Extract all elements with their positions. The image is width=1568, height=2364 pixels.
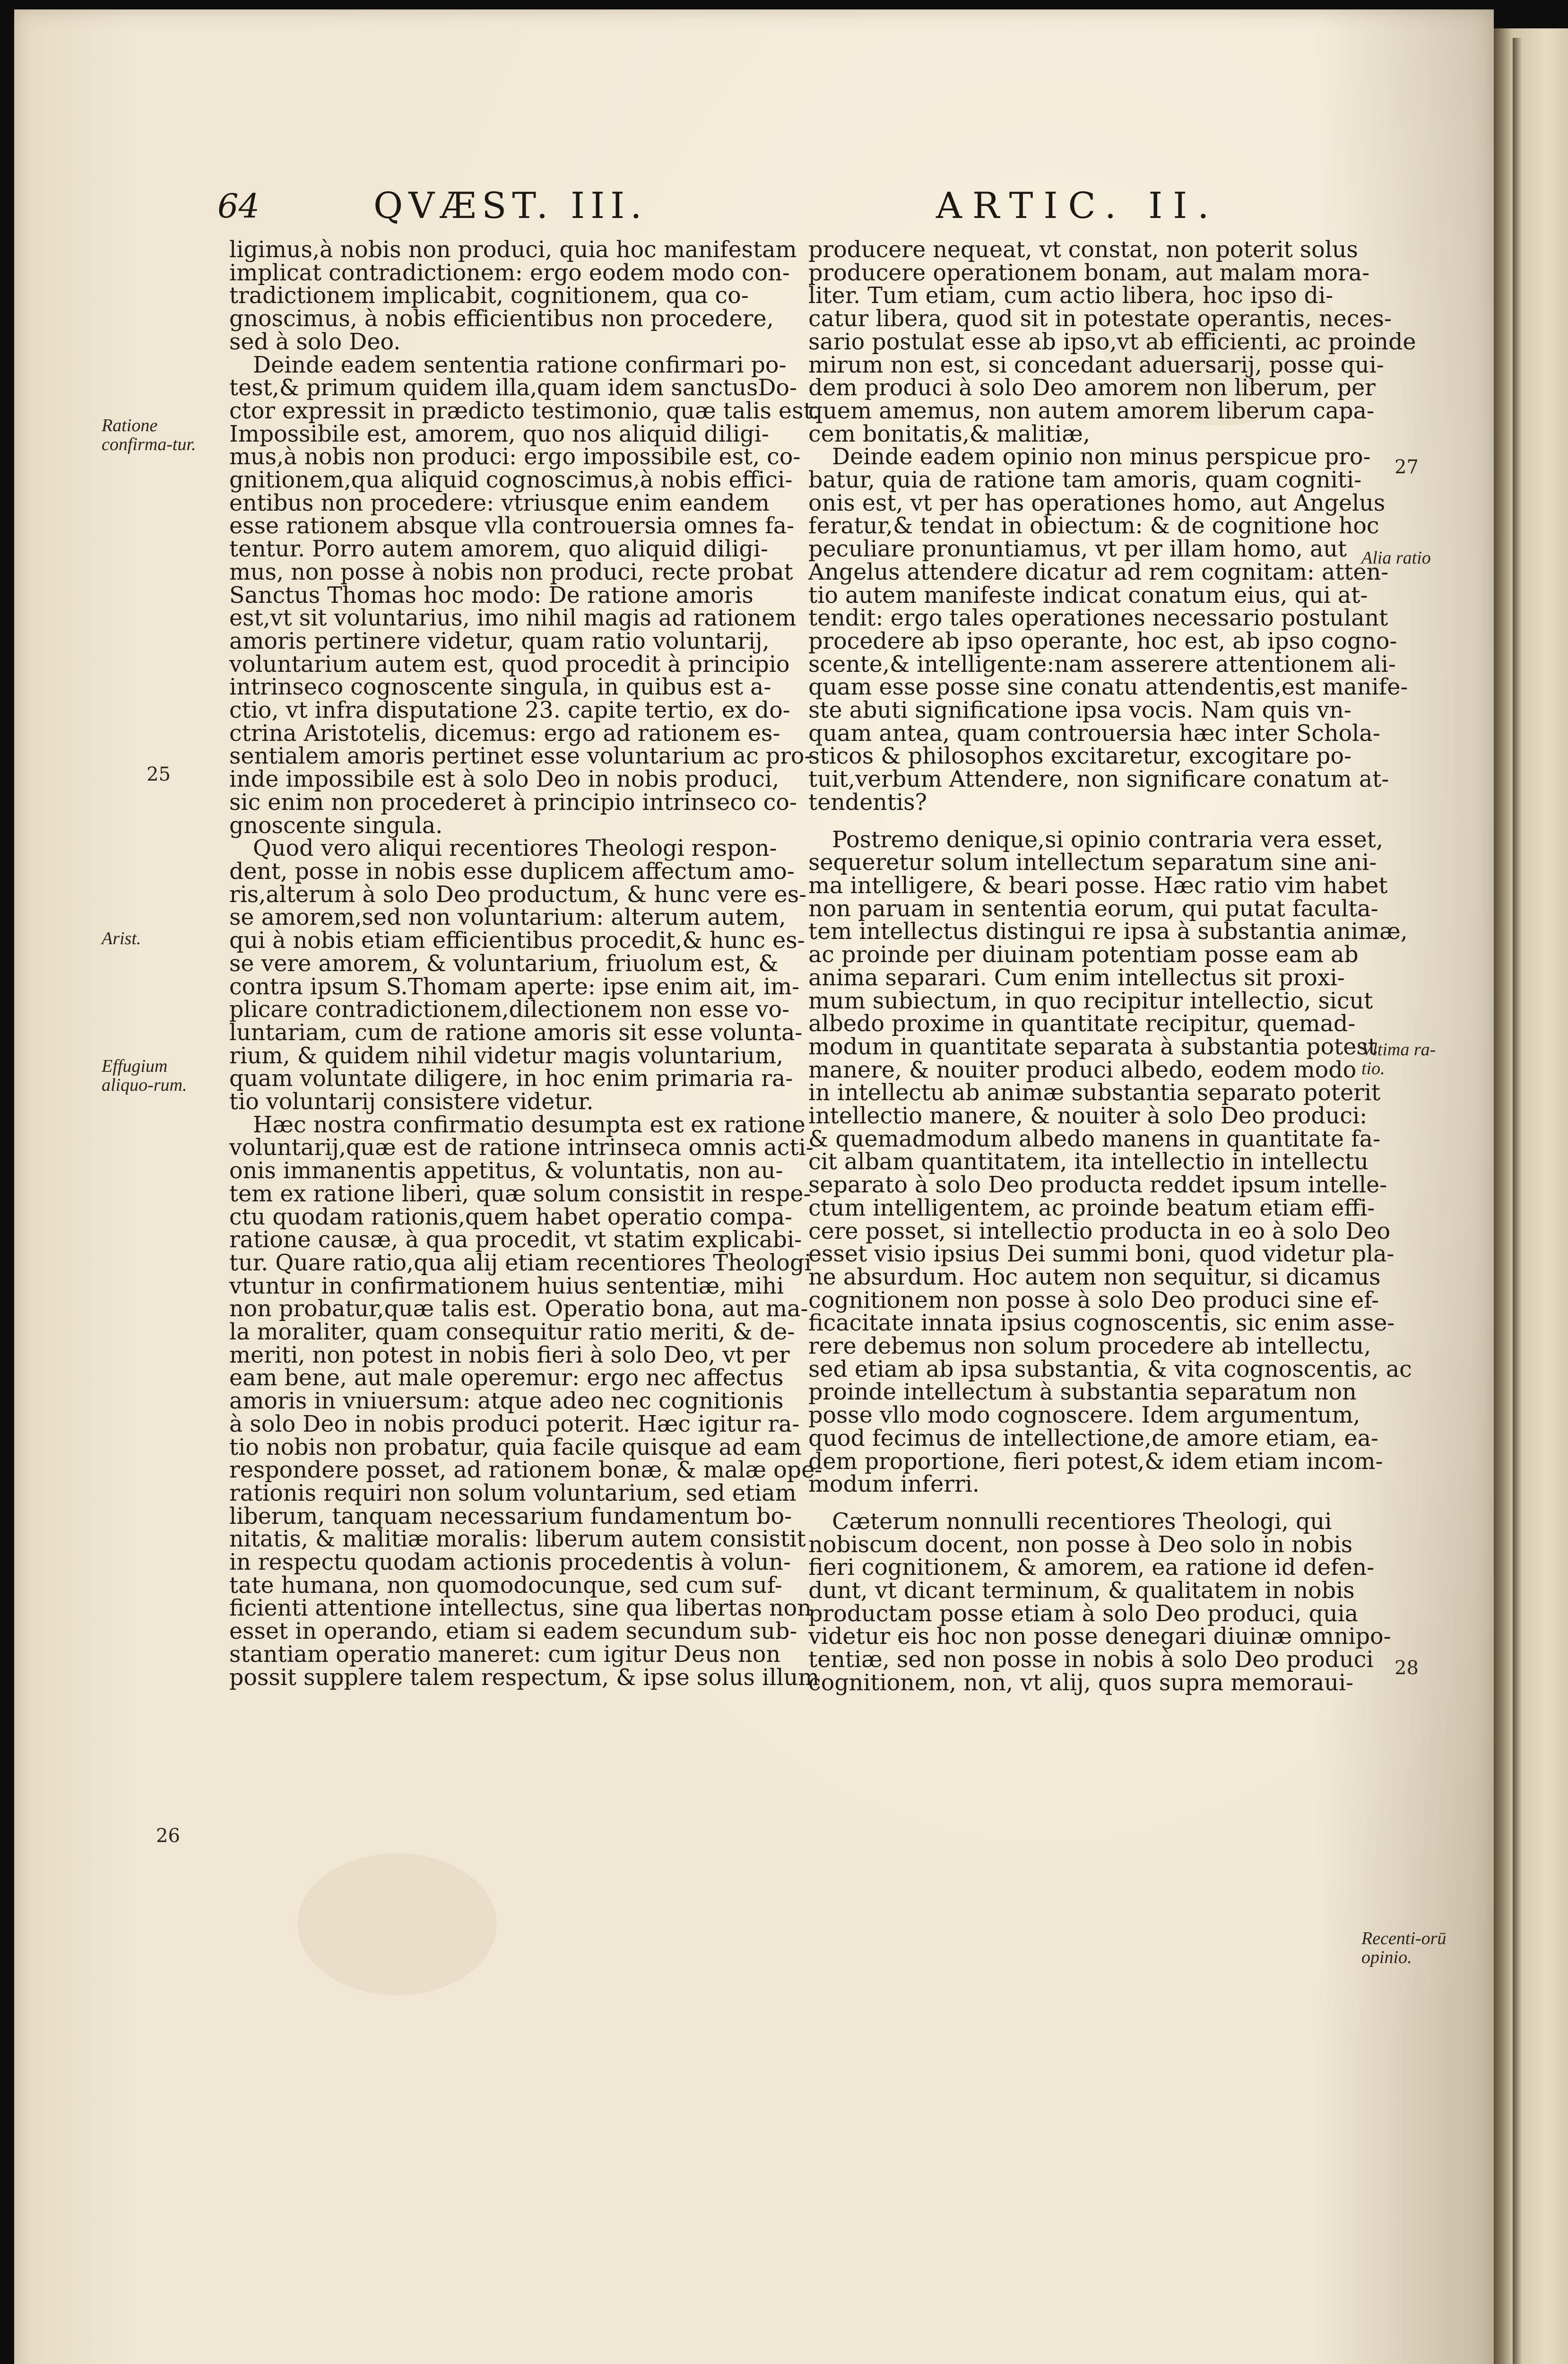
margin-number: 26 (156, 1825, 180, 1847)
text-line: manere, & nouiter produci albedo, eodem modo (808, 1057, 1357, 1083)
running-title-right: ARTIC. II. (936, 184, 1220, 226)
text-line: qui à nobis etiam efficientibus procedit,& hunc es- (229, 928, 805, 954)
text-line: entibus non procedere: vtriusque enim eandem (229, 490, 770, 516)
text-line: esse rationem absque vlla controuersia omnes fa- (229, 513, 795, 539)
text-line: plicare contradictionem,dilectionem non esse vo- (229, 997, 790, 1023)
text-line: sed à solo Deo. (229, 329, 401, 355)
text-line: quam esse posse sine conatu attendentis,est manife- (808, 674, 1408, 701)
text-line: sario postulat esse ab ipso,vt ab efficienti, ac proinde (808, 329, 1416, 355)
text-line: ctor expressit in prædicto testimonio, quæ talis est. (229, 398, 820, 424)
text-line: voluntarium autem est, quod procedit à principio (229, 651, 790, 678)
text-line: batur, quia de ratione tam amoris, quam cogniti- (808, 467, 1362, 494)
text-line: in intellectu ab animæ substantia separato poterit (808, 1080, 1381, 1106)
text-line: esset in operando, etiam si eadem secundum sub- (229, 1618, 797, 1645)
text-line: ctu quodam rationis,quem habet operatio compa- (229, 1204, 793, 1230)
text-line: ficienti attentione intellectus, sine qua libertas non (229, 1595, 812, 1622)
text-line: proinde intellectum à substantia separatum non (808, 1379, 1357, 1406)
text-line: in respectu quodam actionis procedentis à volun- (229, 1549, 791, 1576)
paper-stain (298, 1853, 496, 1995)
text-line: respondere posset, ad rationem bonæ, & malæ ope- (229, 1457, 823, 1484)
text-line: tio autem manifeste indicat conatum eius, qui at- (808, 582, 1368, 608)
text-line: ficacitate innata ipsius cognoscentis, sic enim asse- (808, 1310, 1395, 1337)
text-line: ctio, vt infra disputatione 23. capite tertio, ex do- (229, 697, 790, 724)
text-line: sequeretur solum intellectum separatum sine ani- (808, 850, 1377, 876)
text-line: voluntarij,quæ est de ratione intrinseca omnis acti- (229, 1135, 814, 1161)
text-line: mirum non est, si concedant aduersarij, posse qui- (808, 352, 1384, 378)
text-line: ne absurdum. Hoc autem non sequitur, si dicamus (808, 1264, 1381, 1290)
text-line: peculiare pronuntiamus, vt per illam homo, aut (808, 536, 1347, 563)
text-line: nitatis, & malitiæ moralis: liberum autem consistit (229, 1526, 806, 1553)
text-line: meriti, non potest in nobis fieri à solo Deo, vt per (229, 1342, 790, 1368)
text-line: & quemadmodum albedo manens in quantitate fa- (808, 1126, 1381, 1152)
text-line: Quod vero aliqui recentiores Theologi respon- (253, 835, 777, 862)
text-line: sticos & philosophos excitaretur, excogitare po- (808, 743, 1352, 770)
text-line: est,vt sit voluntarius, imo nihil magis ad rationem (229, 605, 797, 632)
margin-note-ratione: Ratione confirma-tur. (102, 416, 196, 454)
text-line: luntariam, cum de ratione amoris sit esse volunta- (229, 1019, 803, 1046)
text-line: mus, non posse à nobis non produci, recte probat (229, 559, 793, 585)
text-line: sed etiam ab ipsa substantia, & vita cognoscentis, ac (808, 1356, 1412, 1382)
text-line: separato à solo Deo producta reddet ipsum intelle- (808, 1172, 1387, 1199)
text-line: Cæterum nonnulli recentiores Theologi, qui (832, 1508, 1332, 1535)
text-line: mum subiectum, in quo recipitur intellectio, sicut (808, 988, 1373, 1014)
margin-note-arist: Arist. (102, 929, 141, 948)
text-line: posse vllo modo cognoscere. Idem argumentum, (808, 1402, 1360, 1429)
text-line: la moraliter, quam consequitur ratio meriti, & de- (229, 1319, 795, 1346)
text-line: rationis requiri non solum voluntarium, sed etiam (229, 1480, 797, 1506)
text-line: gnitionem,qua aliquid cognoscimus,à nobis effici- (229, 467, 793, 494)
adjacent-page-edge (1494, 28, 1568, 2364)
text-line: sentialem amoris pertinet esse voluntarium ac pro- (229, 743, 812, 770)
text-line: Deinde eadem opinio non minus perspicue pro- (832, 444, 1371, 470)
text-line: tradictionem implicabit, cognitionem, qua co- (229, 283, 749, 309)
text-line: possit supplere talem respectum, & ipse solus illum (229, 1664, 820, 1691)
text-line: non probatur,quæ talis est. Operatio bona, aut ma- (229, 1296, 808, 1322)
text-line: dent, posse in nobis esse duplicem affectum amo- (229, 858, 795, 885)
text-line: gnoscimus, à nobis efficientibus non procedere, (229, 306, 774, 332)
margin-note-recentiorum: Recenti-orū opinio. (1361, 1929, 1447, 1967)
text-line: ctum intelligentem, ac proinde beatum etiam effi- (808, 1195, 1375, 1221)
text-line: liter. Tum etiam, cum actio libera, hoc ipso di- (808, 283, 1334, 309)
text-line: ligimus,à nobis non produci, quia hoc manifestam (229, 237, 797, 263)
text-line: nobiscum docent, non posse à Deo solo in nobis (808, 1531, 1353, 1558)
text-line: tem intellectus distingui re ipsa à substantia animæ, (808, 919, 1408, 945)
text-line: à solo Deo in nobis produci poterit. Hæc igitur ra- (229, 1411, 800, 1437)
text-line: onis est, vt per has operationes homo, aut Angelus (808, 490, 1386, 516)
text-line: quod fecimus de intellectione,de amore etiam, ea- (808, 1425, 1378, 1451)
text-line: dem produci à solo Deo amorem non liberum, per (808, 375, 1376, 401)
text-line: procedere ab ipso operante, hoc est, ab ipso cogno- (808, 628, 1397, 654)
text-line: tentiæ, sed non posse in nobis à solo Deo produci (808, 1647, 1374, 1673)
text-line: quam antea, quam controuersia hæc inter Schola- (808, 720, 1380, 747)
text-line: tuit,verbum Attendere, non significare conatum at- (808, 766, 1389, 793)
text-line: vtuntur in confirmationem huius sententiæ, mihi (229, 1273, 784, 1299)
text-line: tio voluntarij consistere videtur. (229, 1089, 594, 1115)
running-title-left: QVÆST. III. (373, 184, 648, 226)
running-header (14, 168, 1494, 225)
text-line: ac proinde per diuinam potentiam posse eam ab (808, 942, 1359, 968)
text-line: tem ex ratione liberi, quæ solum consistit in respe- (229, 1181, 811, 1207)
text-line: ratione causæ, à qua procedit, vt statim explicabi- (229, 1227, 802, 1253)
margin-number: 27 (1395, 456, 1419, 478)
text-line: intellectio manere, & nouiter à solo Deo produci: (808, 1103, 1368, 1130)
text-line: scente,& intelligente:nam asserere attentionem ali- (808, 651, 1396, 678)
text-line: rium, & quidem nihil videtur magis voluntarium, (229, 1043, 784, 1069)
text-line: cere posset, si intellectio producta in eo à solo Deo (808, 1218, 1391, 1244)
text-line: tentur. Porro autem amorem, quo aliquid diligi- (229, 536, 768, 563)
text-line: Deinde eadem sententia ratione confirmari po- (253, 352, 787, 378)
text-line: gnoscente singula. (229, 812, 443, 839)
text-line: eam bene, aut male operemur: ergo nec affectus (229, 1365, 784, 1391)
text-line: dem proportione, fieri potest,& idem etiam incom- (808, 1448, 1383, 1475)
text-line: liberum, tanquam necessarium fundamentum bo- (229, 1503, 792, 1530)
text-line: Postremo denique,si opinio contraria vera esset, (832, 826, 1383, 853)
text-line: tio nobis non probatur, quia facile quisque ad eam (229, 1434, 802, 1460)
text-line: modum in quantitate separata à substantia potest (808, 1034, 1377, 1060)
text-line: cognitionem, non, vt alij, quos supra memoraui- (808, 1669, 1354, 1696)
text-line: ste abuti significatione ipsa vocis. Nam quis vn- (808, 697, 1351, 724)
text-line: ris,alterum à solo Deo productum, & hunc vere es- (229, 881, 807, 908)
text-line: producere operationem bonam, aut malam mora- (808, 260, 1370, 286)
text-line: albedo proxime in quantitate recipitur, quemad- (808, 1011, 1356, 1037)
text-line: Sanctus Thomas hoc modo: De ratione amoris (229, 582, 754, 608)
text-line: quem amemus, non autem amorem liberum capa- (808, 398, 1375, 424)
margin-note-vltima-ratio: Vltima ra-tio. (1361, 1040, 1436, 1078)
text-line: esset visio ipsius Dei summi boni, quod videtur pla- (808, 1241, 1395, 1268)
margin-number: 28 (1395, 1657, 1419, 1679)
text-line: videtur eis hoc non posse denegari diuinæ omnipo- (808, 1624, 1391, 1650)
text-line: amoris in vniuersum: atque adeo nec cognitionis (229, 1388, 784, 1415)
text-line: productam posse etiam à solo Deo produci, quia (808, 1600, 1359, 1627)
text-line: tur. Quare ratio,qua alij etiam recentiores Theologi (229, 1250, 812, 1276)
page-number: 64 (217, 187, 260, 226)
text-line: onis immanentis appetitus, & voluntatis, non au- (229, 1158, 783, 1184)
left-page (14, 9, 1494, 2364)
text-line: Angelus attendere dicatur ad rem cognitam: atten- (808, 559, 1389, 585)
margin-note-effugium: Effugium aliquo-rum. (102, 1056, 187, 1095)
text-line: tendentis? (808, 789, 927, 816)
text-line: rere debemus non solum procedere ab intellectu, (808, 1333, 1371, 1360)
text-line: test,& primum quidem illa,quam idem sanctusDo- (229, 375, 797, 401)
text-line: Impossibile est, amorem, quo nos aliquid diligi- (229, 421, 769, 447)
text-line: contra ipsum S.Thomam aperte: ipse enim ait, im- (229, 973, 800, 1000)
margin-number: 25 (147, 764, 171, 785)
text-line: modum inferri. (808, 1471, 979, 1498)
text-line: catur libera, quod sit in potestate operantis, neces- (808, 306, 1392, 332)
text-line: mus,à nobis non produci: ergo impossibile est, co- (229, 444, 801, 470)
text-line: non paruam in sententia eorum, qui putat faculta- (808, 895, 1378, 922)
text-line: anima separari. Cum enim intellectus sit proxi- (808, 965, 1345, 991)
text-line: producere nequeat, vt constat, non poterit solus (808, 237, 1358, 263)
text-line: sic enim non procederet à principio intrinseco co- (229, 789, 797, 816)
text-line: cognitionem non posse à solo Deo produci sine ef- (808, 1287, 1379, 1313)
text-line: quam voluntate diligere, in hoc enim primaria ra- (229, 1066, 793, 1092)
text-line: dunt, vt dicant terminum, & qualitatem in nobis (808, 1578, 1355, 1604)
text-line: cem bonitatis,& malitiæ, (808, 421, 1090, 447)
text-line: feratur,& tendat in obiectum: & de cognitione hoc (808, 513, 1379, 539)
text-line: ctrina Aristotelis, dicemus: ergo ad rationem es- (229, 720, 780, 747)
text-line: tendit: ergo tales operationes necessario postulant (808, 605, 1388, 632)
text-line: ma intelligere, & beari posse. Hæc ratio vim habet (808, 872, 1388, 899)
text-line: se vere amorem, & voluntarium, friuolum est, & (229, 950, 779, 977)
text-line: tate humana, non quomodocunque, sed cum suf- (229, 1572, 782, 1599)
text-line: amoris pertinere videtur, quam ratio voluntarij, (229, 628, 770, 654)
text-line: stantiam operatio maneret: cum igitur Deus non (229, 1641, 780, 1668)
text-line: implicat contradictionem: ergo eodem modo con- (229, 260, 790, 286)
text-line: fieri cognitionem, & amorem, ea ratione id defen- (808, 1555, 1375, 1581)
text-line: inde impossibile est à solo Deo in nobis produci, (229, 766, 780, 793)
left-text-column (229, 237, 823, 1691)
gutter-shadow (1513, 38, 1522, 2364)
text-line: se amorem,sed non voluntarium: alterum autem, (229, 904, 786, 931)
text-line: cit albam quantitatem, ita intellectio in intellectu (808, 1149, 1369, 1175)
text-line: intrinseco cognoscente singula, in quibus est a- (229, 674, 771, 701)
margin-note-alia-ratio: Alia ratio (1361, 548, 1431, 568)
text-line: Hæc nostra confirmatio desumpta est ex ratione (253, 1112, 806, 1138)
